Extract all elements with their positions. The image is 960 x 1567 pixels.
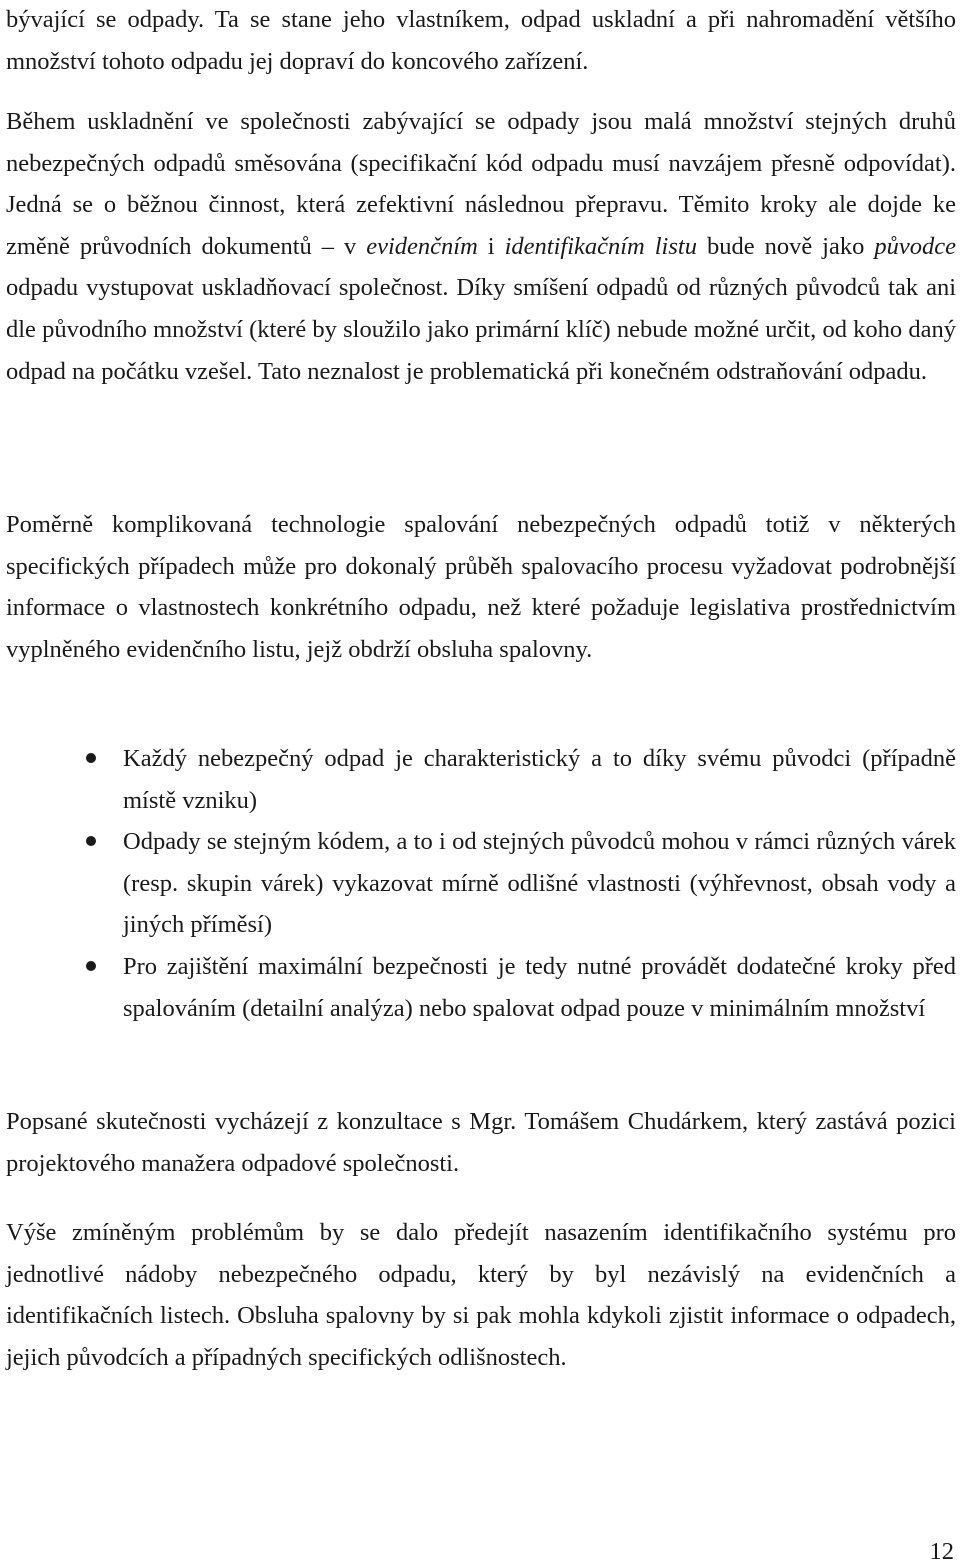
list-item-text: Každý nebezpečný odpad je charakteristický a to díky svému původci (případně místě vzniku) — [123, 745, 956, 814]
paragraph-continuation: bývající se odpady. Ta se stane jeho vlastníkem, odpad uskladní a při nahromadění většího množství tohoto odpadu jej dopraví do koncového zařízení. — [6, 6, 956, 75]
bullet-list — [0, 738, 960, 1029]
paragraph-technology: Poměrně komplikovaná technologie spalování nebezpečných odpadů totiž v některých specifických případech může pro dokonalý průběh spalovacího procesu vyžadovat podrobnější informace o vlastnostech konkrétního odpadu, než které požaduje legislativa prostřednictvím vyplněného evidenčního listu, jejž obdrží obsluha spalovny. — [6, 511, 956, 663]
emphasis-term: evidenčním — [366, 232, 478, 260]
bullet-icon — [86, 753, 96, 763]
bullet-icon — [86, 836, 96, 846]
paragraph-solution: Výše zmíněným problémům by se dalo předejít nasazením identifikačního systému pro jednotlivé nádoby nebezpečného odpadu, který by byl nezávislý na evidenčních a identifikačních listech. Obsluha spalovny by si pak mohla kdykoli zjistit informace o odpadech, jejich původcích a případných specifických odlišnostech. — [6, 1219, 956, 1371]
emphasis-term: původce — [874, 232, 956, 260]
page-number: 12 — [929, 1538, 954, 1565]
paragraph-text: bude nově jako — [696, 232, 875, 260]
list-item — [0, 821, 956, 946]
paragraph-source: Popsané skutečnosti vycházejí z konzultace s Mgr. Tomášem Chudárkem, který zastává pozici projektového manažera odpadové společnosti. — [6, 1108, 956, 1177]
paragraph-text: i — [477, 232, 505, 260]
paragraph-storage — [6, 101, 956, 392]
list-item-text: Odpady se stejným kódem, a to i od stejných původců mohou v rámci různých várek (resp. skupin várek) vykazovat mírně odlišné vlastnosti (výhřevnost, obsah vody a jiných příměsí) — [123, 828, 956, 939]
list-item-text: Pro zajištění maximální bezpečnosti je tedy nutné provádět dodatečné kroky před spalováním (detailní analýza) nebo spalovat odpad pouze v minimálním množství — [123, 952, 956, 1022]
list-item — [0, 738, 956, 821]
emphasis-term: identifikačním listu — [504, 232, 697, 260]
paragraph-text: Během uskladnění ve společnosti zabývající se odpady jsou malá množství stejných druhů nebezpečných odpadů směsována (specifikační kód odpadu musí navzájem přesně odpovídat). Jedná se o běžnou činnost, která zefektivní následnou přepravu. Těmito kroky ale dojde ke změně průvodních dokumentů – v — [6, 108, 956, 260]
paragraph-text: odpadu vystupovat uskladňovací společnost. Díky smíšení odpadů od různých původců tak ani dle původního množství (které by sloužilo jako primární klíč) nebude možné určit, od koho daný odpad na počátku vzešel. Tato neznalost je problematická při konečném odstraňování odpadu. — [6, 274, 956, 385]
list-item — [0, 946, 956, 1029]
bullet-icon — [86, 961, 96, 971]
